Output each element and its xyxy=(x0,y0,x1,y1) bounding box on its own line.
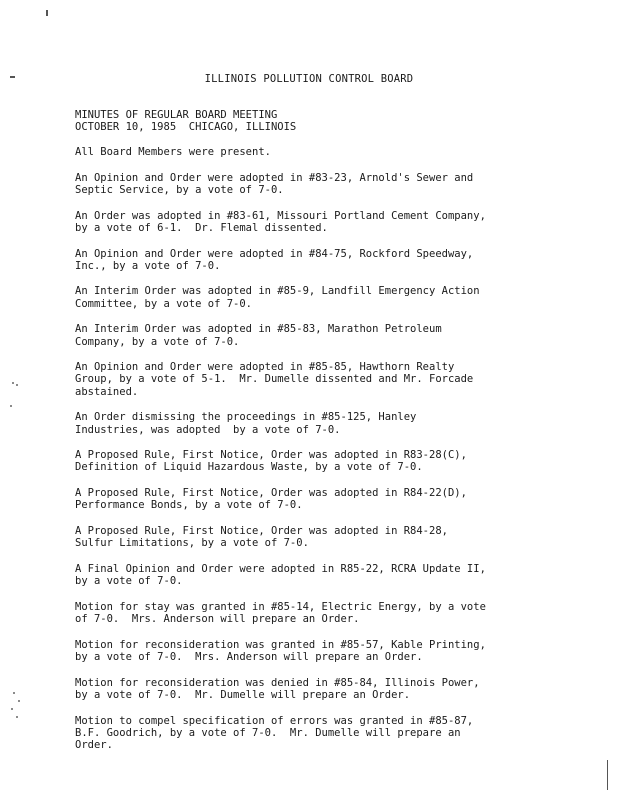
minutes-paragraph xyxy=(75,248,545,272)
paragraph-line: All Board Members were present. xyxy=(75,146,271,158)
minutes-paragraph xyxy=(75,146,545,158)
paragraph-line: Committee, by a vote of 7-0. xyxy=(75,297,253,310)
minutes-paragraph xyxy=(75,285,545,309)
minutes-paragraph xyxy=(75,323,545,347)
meeting-heading-line-1: MINUTES OF REGULAR BOARD MEETING xyxy=(75,109,278,121)
paragraph-line: Order. xyxy=(75,739,113,751)
scan-speck xyxy=(18,700,20,702)
paragraph-line: An Interim Order was adopted in #85-9, Landfill Emergency Action xyxy=(75,285,480,298)
minutes-body xyxy=(75,146,545,765)
paragraph-line: An Order was adopted in #83-61, Missouri Portland Cement Company, xyxy=(75,209,486,222)
scan-speck xyxy=(16,384,18,386)
minutes-paragraph xyxy=(75,361,545,398)
scan-speck xyxy=(10,405,12,407)
paragraph-line: by a vote of 7-0. Mr. Dumelle will prepare an Order. xyxy=(75,688,411,701)
paragraph-line: of 7-0. Mrs. Anderson will prepare an Order. xyxy=(75,613,360,626)
paragraph-line: abstained. xyxy=(75,385,139,398)
paragraph-line: by a vote of 7-0. xyxy=(75,575,183,588)
paragraph-line: Motion for reconsideration was granted in #85-57, Kable Printing, xyxy=(75,638,486,651)
scan-speck xyxy=(12,382,14,384)
minutes-paragraph xyxy=(75,601,545,625)
paragraph-line: Septic Service, by a vote of 7-0. xyxy=(75,183,284,196)
paragraph-line: An Opinion and Order were adopted in #85-85, Hawthorn Realty xyxy=(75,361,455,374)
paragraph-line: An Opinion and Order were adopted in #84-75, Rockford Speedway, xyxy=(75,247,474,260)
paragraph-line: Inc., by a vote of 7-0. xyxy=(75,259,221,272)
minutes-paragraph xyxy=(75,172,545,196)
paragraph-line: An Interim Order was adopted in #85-83, Marathon Petroleum xyxy=(75,323,442,336)
paragraph-line: A Proposed Rule, First Notice, Order was adopted in R84-22(D), xyxy=(75,487,467,500)
paragraph-line: Group, by a vote of 5-1. Mr. Dumelle dissented and Mr. Forcade xyxy=(75,373,474,386)
paragraph-line: Sulfur Limitations, by a vote of 7-0. xyxy=(75,537,309,550)
paragraph-line: Motion for reconsideration was denied in #85-84, Illinois Power, xyxy=(75,676,480,689)
minutes-paragraph xyxy=(75,210,545,234)
scan-speck xyxy=(13,692,15,694)
minutes-paragraph xyxy=(75,563,545,587)
board-title: ILLINOIS POLLUTION CONTROL BOARD xyxy=(204,73,414,85)
minutes-paragraph xyxy=(75,715,545,752)
minutes-paragraph xyxy=(75,525,545,549)
paragraph-line: B.F. Goodrich, by a vote of 7-0. Mr. Dumelle will prepare an xyxy=(75,726,461,739)
paragraph-line: Company, by a vote of 7-0. xyxy=(75,335,240,348)
paragraph-line: An Order dismissing the proceedings in #85-125, Hanley xyxy=(75,411,417,424)
paragraph-line: A Final Opinion and Order were adopted in R85-22, RCRA Update II, xyxy=(75,562,486,575)
paragraph-line: Performance Bonds, by a vote of 7-0. xyxy=(75,499,303,512)
paragraph-line: Industries, was adopted by a vote of 7-0. xyxy=(75,423,341,436)
paragraph-line: A Proposed Rule, First Notice, Order was adopted in R84-28, xyxy=(75,525,448,538)
meeting-heading-line-2: OCTOBER 10, 1985 CHICAGO, ILLINOIS xyxy=(75,121,297,133)
paragraph-line: A Proposed Rule, First Notice, Order was adopted in R83-28(C), xyxy=(75,449,467,462)
scan-mark xyxy=(46,10,48,16)
scan-speck xyxy=(11,708,13,710)
minutes-paragraph xyxy=(75,487,545,511)
minutes-paragraph xyxy=(75,411,545,435)
scan-mark xyxy=(607,760,608,790)
paragraph-line: Motion to compel specification of errors was granted in #85-87, xyxy=(75,714,474,727)
meeting-heading xyxy=(75,109,296,133)
minutes-paragraph xyxy=(75,677,545,701)
paragraph-line: by a vote of 6-1. Dr. Flemal dissented. xyxy=(75,221,328,234)
paragraph-line: Definition of Liquid Hazardous Waste, by a vote of 7-0. xyxy=(75,461,423,474)
paragraph-line: Motion for stay was granted in #85-14, Electric Energy, by a vote xyxy=(75,600,486,613)
minutes-paragraph xyxy=(75,449,545,473)
paragraph-line: by a vote of 7-0. Mrs. Anderson will prepare an Order. xyxy=(75,650,423,663)
minutes-paragraph xyxy=(75,639,545,663)
scan-speck xyxy=(16,716,18,718)
paragraph-line: An Opinion and Order were adopted in #83-23, Arnold's Sewer and xyxy=(75,171,474,184)
